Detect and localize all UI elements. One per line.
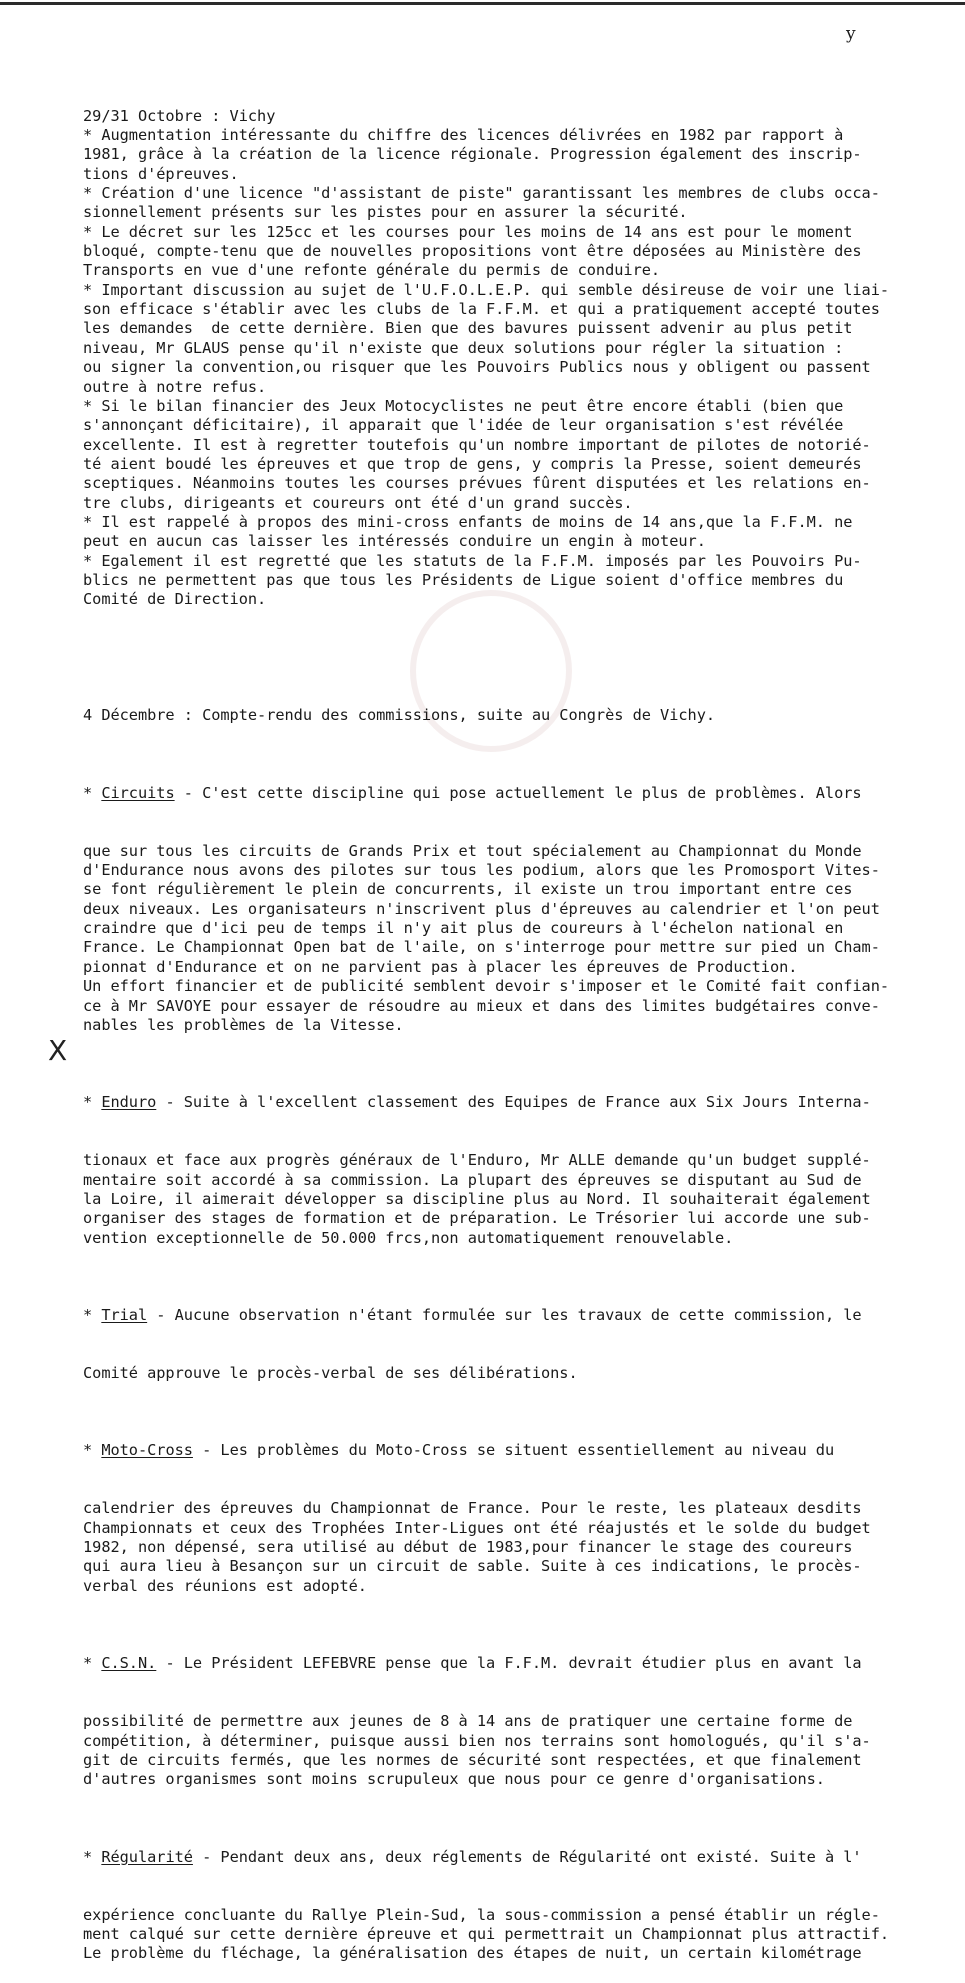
- commission-trial-line: * Trial - Aucune observation n'étant formulée sur les travaux de cette commission, le: [83, 1306, 862, 1324]
- text-line: craindre que d'ici peu de temps il n'y ait plus de coureurs à l'échelon national en: [83, 919, 844, 938]
- text-line: mentaire soit accordé à sa commission. La plupart des épreuves se disputant au Sud de: [83, 1170, 862, 1189]
- text-line: calendrier des épreuves du Championnat de France. Pour le reste, les plateaux desdits: [83, 1499, 862, 1518]
- commission-text: - C'est cette discipline qui pose actuellement le plus de problèmes. Alors: [174, 783, 862, 802]
- text-line: sceptiques. Néanmoins toutes les courses prévues fûrent disputées et les relations en-: [83, 474, 871, 493]
- commission-title-regularite: Régularité: [101, 1847, 193, 1866]
- margin-annotation: X: [48, 1034, 68, 1067]
- text-line: * Création d'une licence "d'assistant de piste" garantissant les membres de clubs occa-: [83, 184, 880, 203]
- commission-title-trial: Trial: [101, 1306, 148, 1324]
- top-rule: [0, 2, 965, 5]
- commission-regularite-body: [83, 1906, 943, 1964]
- text-line: 1981, grâce à la création de la licence régionale. Progression également des inscrip-: [83, 145, 862, 164]
- commission-enduro-body: [83, 1151, 943, 1248]
- text-line: outre à notre refus.: [83, 377, 267, 396]
- text-line: se font régulièrement le plein de concurrents, il existe un trou important entre ces: [83, 880, 853, 899]
- commission-text: - Le Président LEFEBVRE pense que la F.F.M. devrait étudier plus en avant la: [156, 1654, 862, 1673]
- text-line: Comité approuve le procès-verbal de ses délibérations.: [83, 1364, 578, 1383]
- text-line: * Si le bilan financier des Jeux Motocyclistes ne peut être encore établi (bien que: [83, 396, 844, 415]
- page-mark: y: [846, 24, 856, 44]
- commission-title-motocross: Moto-Cross: [101, 1441, 193, 1460]
- text-line: que sur tous les circuits de Grands Prix et tout spécialement au Championnat du Monde: [83, 841, 862, 860]
- commission-text: - Suite à l'excellent classement des Equipes de France aux Six Jours Interna-: [156, 1093, 871, 1112]
- text-line: tions d'épreuves.: [83, 164, 239, 183]
- text-line: excellente. Il est à regretter toutefois qu'un nombre important de pilotes de notorié-: [83, 435, 871, 454]
- text-line: les demandes de cette dernière. Bien que des bavures puissent advenir au plus petit: [83, 319, 853, 338]
- text-line: ment calqué sur cette dernière épreuve et qui permettrait un Championnat plus attractif.: [83, 1925, 890, 1943]
- commission-regularite-line: * Régularité - Pendant deux ans, deux réglements de Régularité ont existé. Suite à l': [83, 1847, 862, 1866]
- text-line: * Egalement il est regretté que les statuts de la F.F.M. imposés par les Pouvoirs Pu-: [83, 551, 862, 570]
- text-line: possibilité de permettre aux jeunes de 8 à 14 ans de pratiquer une certaine forme de: [83, 1712, 853, 1731]
- text-line: France. Le Championnat Open bat de l'aile, on s'interroge pour mettre sur pied un Cham-: [83, 938, 880, 957]
- text-line: * Important discussion au sujet de l'U.F.O.L.E.P. qui semble désireuse de voir une liai-: [83, 280, 890, 299]
- text-line: git de circuits fermés, que les normes de sécurité sont respectées, et que finalement: [83, 1750, 862, 1769]
- text-line: compétition, à déterminer, puisque aussi bien nos terrains sont homologués, qu'il s'a-: [83, 1731, 871, 1750]
- text-line: qui aura lieu à Besançon sur un circuit de sable. Suite à ces indications, le procès-: [83, 1557, 862, 1576]
- document-body: [83, 68, 943, 1983]
- text-line: té aient boudé les épreuves et que trop de gens, y compris la Presse, soient demeurés: [83, 454, 862, 473]
- commission-title-enduro: Enduro: [101, 1093, 157, 1112]
- text-line: blics ne permettent pas que tous les Présidents de Ligue soient d'office membres du: [83, 570, 844, 589]
- commission-text: - Aucune observation n'étant formulée sur les travaux de cette commission, le: [147, 1306, 862, 1324]
- commission-csn-body: [83, 1712, 943, 1789]
- text-line: nables les problèmes de la Vitesse.: [83, 1015, 404, 1034]
- commission-title-circuits: Circuits: [101, 783, 175, 802]
- commission-title-csn: C.S.N.: [101, 1654, 157, 1673]
- commission-text: - Les problèmes du Moto-Cross se situent essentiellement au niveau du: [192, 1441, 835, 1460]
- text-line: organiser des stages de formation et de préparation. Le Trésorier lui accorde une sub-: [83, 1209, 871, 1228]
- text-line: * Il est rappelé à propos des mini-cross enfants de moins de 14 ans,que la F.F.M. ne: [83, 512, 853, 531]
- commission-text: - Pendant deux ans, deux réglements de Régularité ont existé. Suite à l': [192, 1847, 862, 1866]
- text-line: peut en aucun cas laisser les intéressés conduire un engin à moteur.: [83, 532, 706, 551]
- text-line: tre clubs, dirigeants et coureurs ont été d'un grand succès.: [83, 493, 633, 512]
- text-line: Comité de Direction.: [83, 590, 267, 609]
- section-heading: 4 Décembre : Compte-rendu des commissions, suite au Congrès de Vichy.: [83, 706, 716, 725]
- text-line: * Le décret sur les 125cc et les courses pour les moins de 14 ans est pour le moment: [83, 222, 853, 241]
- text-line: d'Endurance nous avons des pilotes sur tous les podium, alors que les Promosport Vites-: [83, 861, 880, 880]
- text-line: Championnats et ceux des Trophées Inter-Ligues ont été réajustés et le solde du budget: [83, 1518, 871, 1537]
- text-line: 29/31 Octobre : Vichy: [83, 106, 276, 125]
- text-line: verbal des réunions est adopté.: [83, 1576, 367, 1595]
- text-line: deux niveaux. Les organisateurs n'inscrivent plus d'épreuves au calendrier et l'on peut: [83, 899, 880, 918]
- text-line: Un effort financier et de publicité semblent devoir s'imposer et le Comité fait confian-: [83, 977, 890, 996]
- text-line: 1982, non dépensé, sera utilisé au début de 1983,pour financer le stage des coureurs: [83, 1538, 853, 1557]
- text-line: bloqué, compte-tenu que de nouvelles propositions vont être déposées au Ministère des: [83, 242, 862, 261]
- commission-motocross-body: [83, 1499, 943, 1596]
- text-line: ou signer la convention,ou risquer que les Pouvoirs Publics nous y obligent ou passent: [83, 358, 871, 377]
- text-line: tionaux et face aux progrès généraux de l'Enduro, Mr ALLE demande qu'un budget supplé-: [83, 1151, 871, 1170]
- text-line: son efficace s'établir avec les clubs de la F.F.M. et qui a pratiquement accepté toutes: [83, 300, 880, 319]
- commission-motocross-line: * Moto-Cross - Les problèmes du Moto-Cross se situent essentiellement au niveau du: [83, 1441, 835, 1460]
- text-line: * Augmentation intéressante du chiffre des licences délivrées en 1982 par rapport à: [83, 126, 844, 145]
- commission-circuits-body: [83, 842, 943, 1035]
- blank-line: [83, 648, 943, 667]
- text-line: vention exceptionnelle de 50.000 frcs,non automatiquement renouvelable.: [83, 1228, 734, 1247]
- text-line: pionnat d'Endurance et on ne parvient pas à placer les épreuves de Production.: [83, 957, 798, 976]
- text-line: Le problème du fléchage, la généralisation des étapes de nuit, un certain kilométrage: [83, 1944, 862, 1963]
- text-line: la Loire, il aimerait développer sa discipline plus au Nord. Il souhaiterait également: [83, 1189, 871, 1208]
- section-vichy: [83, 107, 943, 610]
- text-line: d'autres organismes sont moins scrupuleux que nous pour ce genre d'organisations.: [83, 1770, 825, 1789]
- text-line: s'annonçant déficitaire), il apparait que l'idée de leur organisation s'est révélée: [83, 416, 844, 435]
- text-line: sionnellement présents sur les pistes pour en assurer la sécurité.: [83, 203, 688, 222]
- commission-enduro-line: * Enduro - Suite à l'excellent classement des Equipes de France aux Six Jours Interna-: [83, 1093, 871, 1112]
- commission-trial-body: [83, 1364, 943, 1383]
- commission-csn-line: * C.S.N. - Le Président LEFEBVRE pense que la F.F.M. devrait étudier plus en avant la: [83, 1654, 862, 1673]
- text-line: ce à Mr SAVOYE pour essayer de résoudre au mieux et dans des limites budgétaires conve-: [83, 996, 880, 1015]
- text-line: expérience concluante du Rallye Plein-Sud, la sous-commission a pensé établir un régle-: [83, 1905, 880, 1924]
- commission-circuits-line: * Circuits - C'est cette discipline qui pose actuellement le plus de problèmes. Alors: [83, 783, 862, 802]
- text-line: niveau, Mr GLAUS pense qu'il n'existe que deux solutions pour régler la situation :: [83, 338, 844, 357]
- text-line: Transports en vue d'une refonte générale du permis de conduire.: [83, 261, 661, 280]
